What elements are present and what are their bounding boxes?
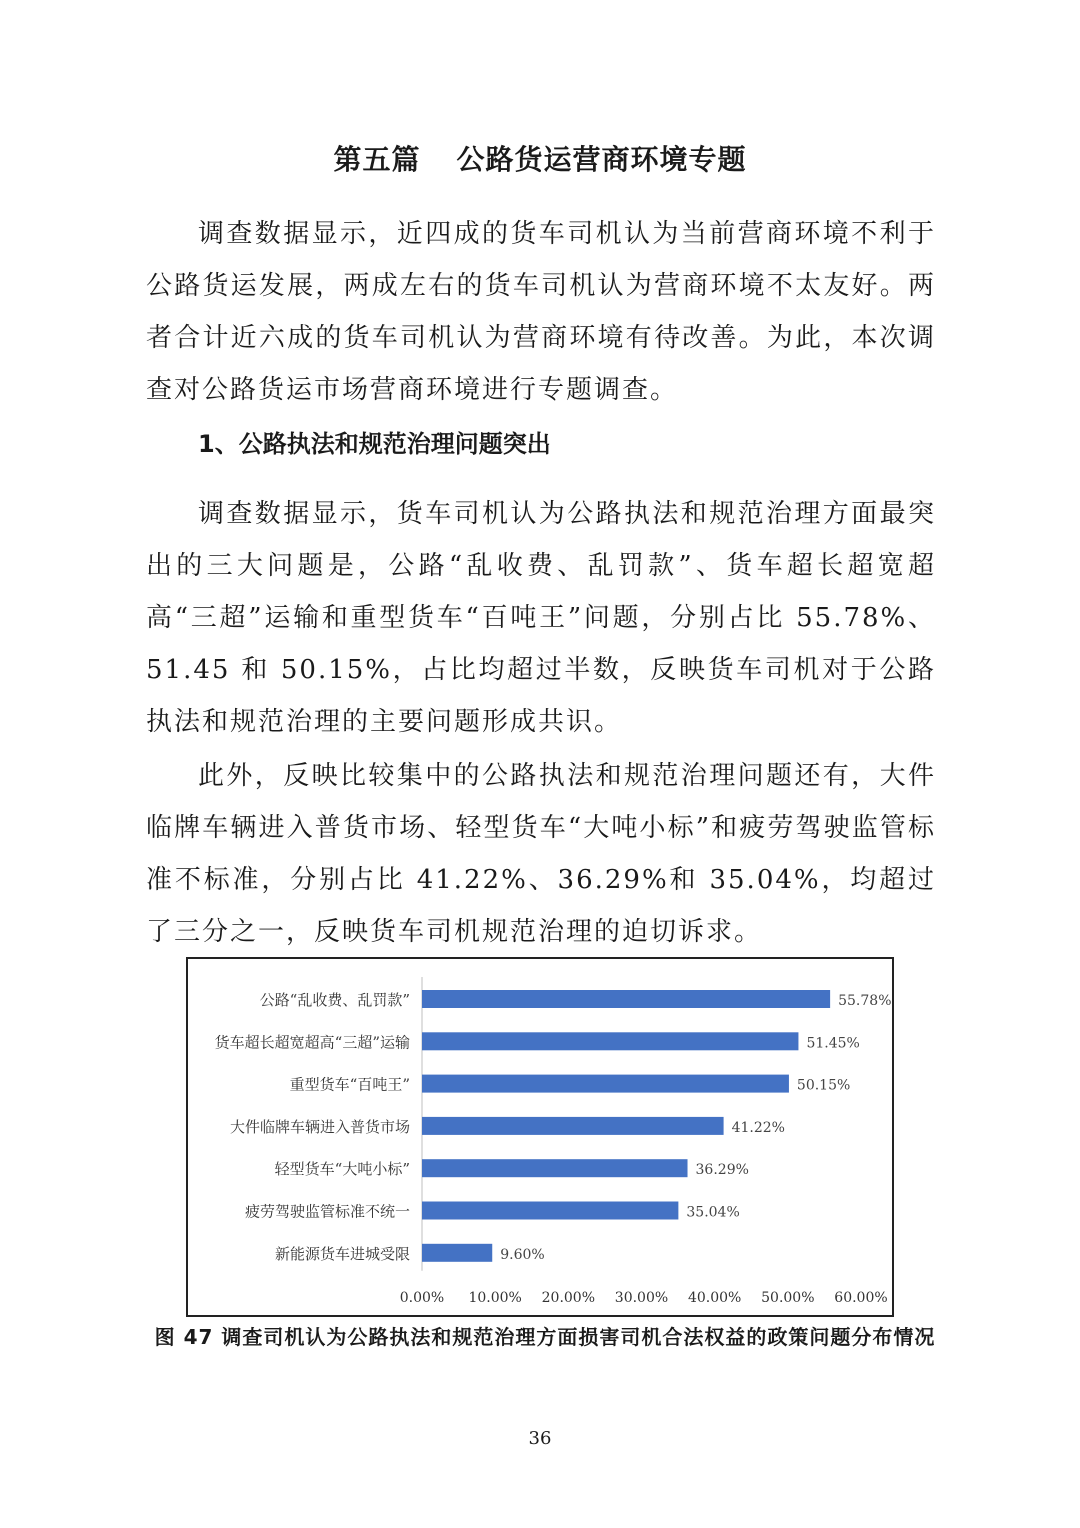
paragraph-top-issues: 调查数据显示，货车司机认为公路执法和规范治理方面最突出的三大问题是，公路“乱收费、乱罚款”、货车超长超宽超高“三超”运输和重型货车“百吨王”问题，分别占比 55.78%、51.45 和 50.15%，占比均超过半数，反映货车司机对于公路执法和规范治理的主要问题形成共识。 [146,499,936,737]
category-label: 大件临牌车辆进入普货市场 [229,1117,410,1136]
section-part: 第五篇 [333,143,421,176]
bar [422,1075,789,1093]
category-label: 货车超长超宽超高“三超”运输 [214,1033,410,1052]
x-tick-label: 10.00% [468,1290,522,1306]
bar [422,1202,678,1220]
paragraph-intro: 调查数据显示，近四成的货车司机认为当前营商环境不利于公路货运发展，两成左右的货车司机认为营商环境不太友好。两者合计近六成的货车司机认为营商环境有待改善。为此，本次调查对公路货运市场营商环境进行专题调查。 [146,219,936,405]
data-label: 35.04% [686,1204,740,1221]
paragraph-other-issues: 此外，反映比较集中的公路执法和规范治理问题还有，大件临牌车辆进入普货市场、轻型货车“大吨小标”和疲劳驾驶监管标准不标准，分别占比 41.22%、36.29%和 35.04%，均超过了三分之一，反映货车司机规范治理的迫切诉求。 [146,761,936,947]
bar-chart [186,957,894,1317]
category-label: 疲劳驾驶监管标准不统一 [244,1202,410,1221]
data-label: 41.22% [731,1119,785,1136]
x-tick-label: 50.00% [761,1290,815,1306]
page-number: 36 [528,1428,552,1449]
category-label: 轻型货车“大吨小标” [274,1160,410,1179]
x-tick-label: 20.00% [541,1290,596,1306]
x-tick-label: 0.00% [399,1290,445,1306]
figure-caption: 图 47 调查司机认为公路执法和规范治理方面损害司机合法权益的政策问题分布情况 [154,1325,936,1349]
section-name: 公路货运营商环境专题 [456,143,747,176]
category-label: 新能源货车进城受限 [274,1244,410,1263]
data-label: 55.78% [838,993,892,1009]
bar [422,1032,798,1050]
x-tick-label: 60.00% [834,1290,888,1306]
bar [422,1159,688,1177]
bar [422,1117,724,1135]
bar [422,990,830,1008]
section-title [0,138,1080,178]
x-tick-label: 40.00% [687,1290,742,1306]
data-label: 51.45% [806,1035,860,1052]
data-label: 9.60% [500,1246,545,1263]
x-tick-label: 30.00% [614,1290,669,1306]
category-label: 公路“乱收费、乱罚款” [259,991,410,1009]
category-label: 重型货车“百吨王” [289,1075,410,1094]
bar [422,1244,492,1262]
data-label: 36.29% [695,1162,749,1179]
bar-chart-svg [188,959,892,1315]
data-label: 50.15% [796,1077,851,1094]
subheading: 1、公路执法和规范治理问题突出 [198,430,551,458]
